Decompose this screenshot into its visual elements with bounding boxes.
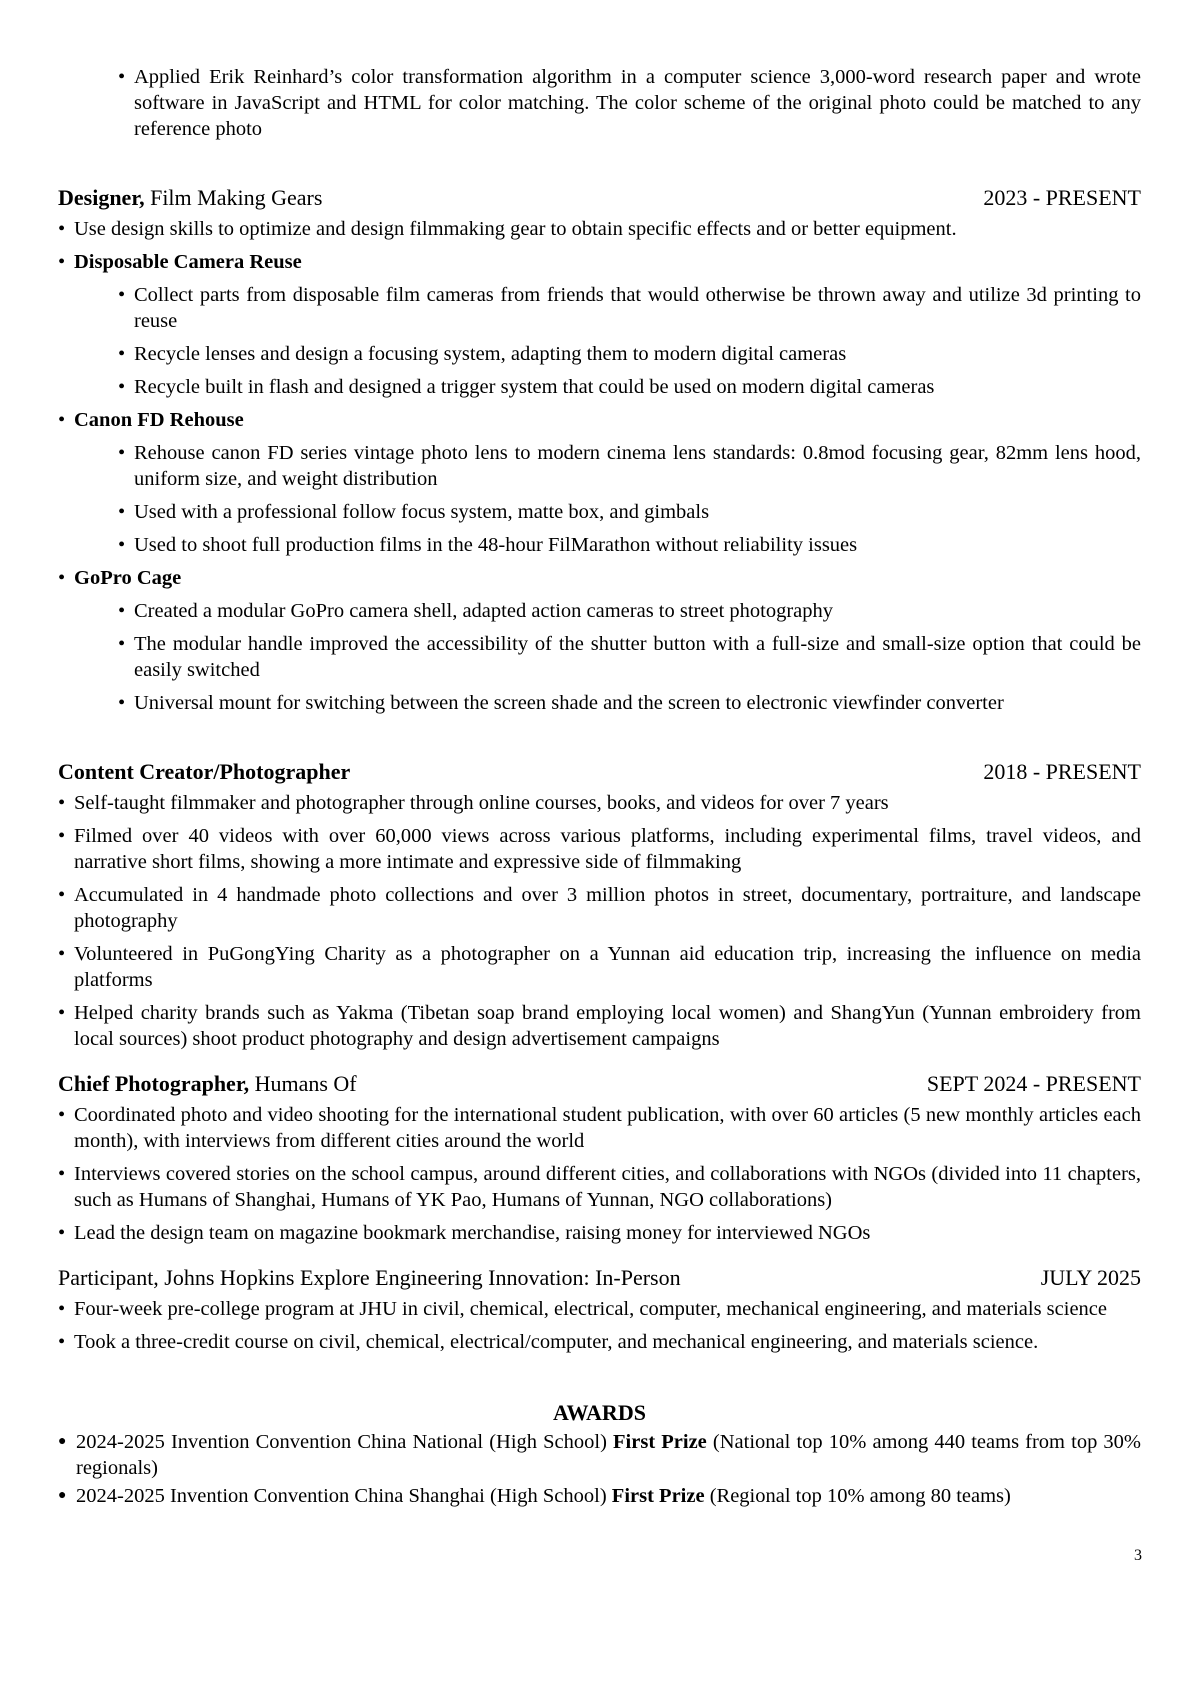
designer-dates: 2023 - PRESENT xyxy=(983,185,1141,210)
creator-dates: 2018 - PRESENT xyxy=(983,759,1141,784)
list-item: • Recycle lenses and design a focusing system, adapting them to modern digital cameras xyxy=(58,341,1141,367)
list-item: • Lead the design team on magazine bookmark merchandise, raising money for interviewed NGOs xyxy=(58,1220,1141,1246)
list-item: • Self-taught filmmaker and photographer through online courses, books, and videos for over 7 years xyxy=(58,790,1141,816)
list-item: • Coordinated photo and video shooting for the international student publication, with over 60 articles (5 new monthly articles each month), with interviews from different cities around the world xyxy=(58,1102,1141,1154)
chief-header xyxy=(58,1070,1141,1098)
creator-title: Content Creator/Photographer xyxy=(58,759,351,784)
jhu-header xyxy=(58,1264,1141,1292)
jhu-dates: JULY 2025 xyxy=(1040,1265,1141,1290)
project-name: Disposable Camera Reuse xyxy=(74,251,302,273)
designer-header xyxy=(58,184,1141,212)
creator-header xyxy=(58,758,1141,786)
list-item: • Recycle built in flash and designed a trigger system that could be used on modern digital cameras xyxy=(58,374,1141,400)
chief-title: Chief Photographer, xyxy=(58,1071,250,1096)
list-item: • Used to shoot full production films in the 48-hour FilMarathon without reliability issues xyxy=(58,532,1141,558)
chief-dates: SEPT 2024 - PRESENT xyxy=(926,1071,1141,1096)
list-item: • Accumulated in 4 handmade photo collections and over 3 million photos in street, documentary, portraiture, and landscape photography xyxy=(58,882,1141,934)
award-prize: First Prize xyxy=(611,1485,705,1507)
jhu-list xyxy=(58,1296,1141,1355)
list-item: • Took a three-credit course on civil, chemical, electrical/computer, and mechanical engineering, and materials science. xyxy=(58,1329,1141,1355)
designer-org: Film Making Gears xyxy=(144,185,323,210)
award-prize: First Prize xyxy=(613,1431,707,1453)
award-text: 2024-2025 Invention Convention China Shanghai (High School) xyxy=(76,1485,612,1507)
designer-role xyxy=(58,184,322,212)
list-item: • Used with a professional follow focus system, matte box, and gimbals xyxy=(58,499,1141,525)
creator-list xyxy=(58,790,1141,1052)
award-detail: (National top 10% among 440 teams from top 30% regionals) xyxy=(76,1431,1142,1479)
page-number: 3 xyxy=(1134,1547,1142,1564)
project-canon xyxy=(58,407,1141,558)
designer-list xyxy=(58,216,1141,716)
project-items xyxy=(58,282,1141,400)
chief-org: Humans Of xyxy=(249,1071,357,1096)
chief-role xyxy=(58,1070,357,1098)
awards-heading: AWARDS xyxy=(553,1400,646,1425)
awards-list xyxy=(58,1429,1141,1509)
designer-intro: • Use design skills to optimize and design filmmaking gear to obtain specific effects and or better equipment. xyxy=(58,216,1141,242)
list-item: • Filmed over 40 videos with over 60,000 views across various platforms, including experimental films, travel videos, and narrative short films, showing a more intimate and expressive side of filmmaking xyxy=(58,823,1141,875)
project-gopro xyxy=(58,565,1141,716)
project-name: GoPro Cage xyxy=(74,567,182,589)
carryover-bullet: • Applied Erik Reinhard’s color transformation algorithm in a computer science 3,000-word research paper and wrote software in JavaScript and HTML for color matching. The color scheme of the original photo could be matched to any reference photo xyxy=(58,64,1141,142)
list-item: • The modular handle improved the accessibility of the shutter button with a full-size and small-size option that could be easily switched xyxy=(58,631,1141,683)
award-detail: (Regional top 10% among 80 teams) xyxy=(704,1485,1011,1507)
carryover-list xyxy=(58,64,1141,142)
chief-list xyxy=(58,1102,1141,1246)
designer-title: Designer, xyxy=(58,185,145,210)
list-item: • Universal mount for switching between the screen shade and the screen to electronic viewfinder converter xyxy=(58,690,1141,716)
award-text: 2024-2025 Invention Convention China National (High School) xyxy=(76,1431,614,1453)
award-item xyxy=(58,1429,1141,1481)
list-item: • Rehouse canon FD series vintage photo lens to modern cinema lens standards: 0.8mod focusing gear, 82mm lens hood, uniform size, and weight distribution xyxy=(58,440,1141,492)
list-item: • Interviews covered stories on the school campus, around different cities, and collaborations with NGOs (divided into 11 chapters, such as Humans of Shanghai, Humans of YK Pao, Humans of Yunnan, NGO collaborations) xyxy=(58,1161,1141,1213)
project-disposable xyxy=(58,249,1141,400)
list-item: • Volunteered in PuGongYing Charity as a photographer on a Yunnan aid education trip, increasing the influence on media platforms xyxy=(58,941,1141,993)
list-item: • Created a modular GoPro camera shell, adapted action cameras to street photography xyxy=(58,598,1141,624)
project-items xyxy=(58,598,1141,716)
list-item: • Helped charity brands such as Yakma (Tibetan soap brand employing local women) and ShangYun (Yunnan embroidery from local sources) shoot product photography and design advertisement campaigns xyxy=(58,1000,1141,1052)
jhu-title: Participant, Johns Hopkins Explore Engineering Innovation: In-Person xyxy=(58,1265,681,1290)
list-item: • Four-week pre-college program at JHU in civil, chemical, electrical, computer, mechanical engineering, and materials science xyxy=(58,1296,1141,1322)
project-name: Canon FD Rehouse xyxy=(74,409,244,431)
list-item: • Collect parts from disposable film cameras from friends that would otherwise be thrown away and utilize 3d printing to reuse xyxy=(58,282,1141,334)
project-items xyxy=(58,440,1141,558)
award-item xyxy=(58,1483,1141,1509)
resume-page xyxy=(58,64,1141,1509)
